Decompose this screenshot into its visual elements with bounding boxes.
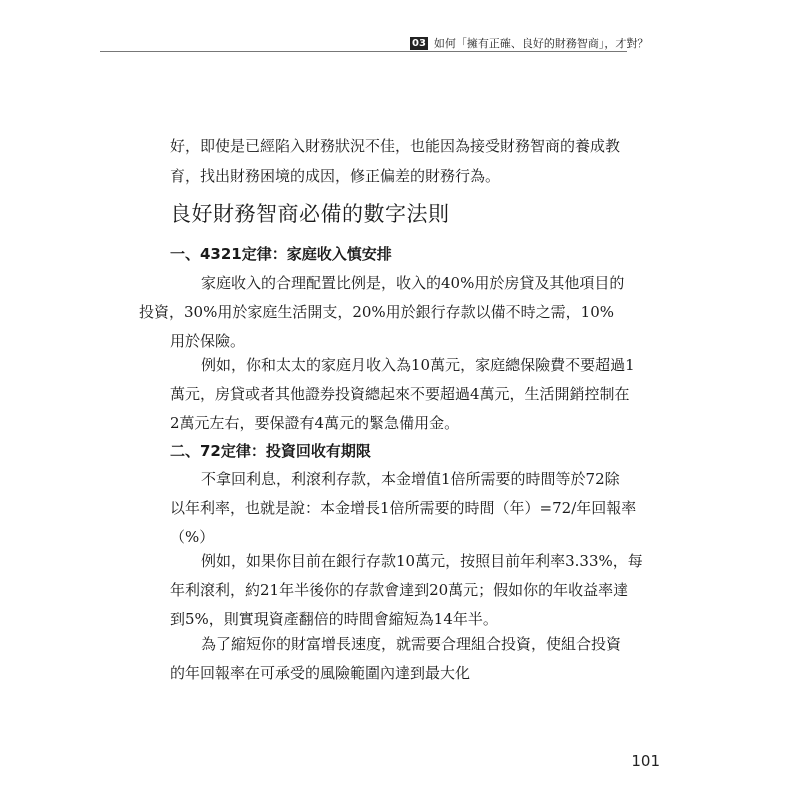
text-line: 好，即使是已經陷入財務狀況不佳，也能因為接受財務智商的養成教 (170, 137, 621, 155)
chapter-number-badge: 03 (412, 37, 426, 49)
text-line: 用於保險。 (170, 332, 246, 350)
text-line: 為了縮短你的財富增長速度，就需要合理組合投資，使組合投資 (201, 635, 622, 653)
header-divider (100, 51, 627, 52)
text-line: 到5%，則實現資產翻倍的時間會縮短為14年半。 (170, 610, 498, 628)
text-line: 育，找出財務困境的成因，修正偏差的財務行為。 (170, 167, 501, 185)
text-line: 家庭收入的合理配置比例是，收入的40%用於房貸及其他項目的 (201, 274, 625, 292)
text-line: 例如，你和太太的家庭月收入為10萬元，家庭總保險費不要超過1 (201, 356, 635, 374)
text-line: 萬元，房貸或者其他證券投資總起來不要超過4萬元，生活開銷控制在 (170, 385, 630, 403)
chapter-title: 如何「擁有正確、良好的財務智商」，才對？ (433, 37, 649, 50)
rule1-heading: 一、4321定律：家庭收入慎安排 (170, 245, 392, 263)
section-heading: 良好財務智商必備的數字法則 (170, 202, 450, 226)
text-line: 投資，30%用於家庭生活開支，20%用於銀行存款以備不時之需，10% (139, 303, 615, 321)
text-line: 年利滾利，約21年半後你的存款會達到20萬元；假如你的年收益率達 (170, 581, 629, 599)
rule2-paragraph-3 (170, 630, 630, 688)
intro-paragraph (170, 131, 630, 191)
rule2-paragraph-2 (170, 547, 643, 634)
text-line: 不拿回利息，利滾利存款，本金增值1倍所需要的時間等於72除 (201, 470, 620, 488)
text-line: （%） (170, 528, 215, 546)
text-line: 例如，如果你目前在銀行存款10萬元，按照目前年利率3.33%，每 (201, 552, 643, 570)
running-header (410, 35, 648, 51)
rule2-paragraph-1 (170, 465, 637, 552)
rule1-paragraph-1 (139, 269, 630, 356)
text-line: 的年回報率在可承受的風險範圍內達到最大化 (170, 664, 471, 682)
rule2-heading: 二、72定律：投資回收有期限 (170, 442, 371, 460)
text-line: 以年利率，也就是說：本金增長1倍所需要的時間（年）=72/年回報率 (170, 499, 637, 517)
page-number: 101 (631, 752, 660, 770)
rule1-paragraph-2 (170, 351, 635, 438)
text-line: 2萬元左右，要保證有4萬元的緊急備用金。 (170, 414, 460, 432)
